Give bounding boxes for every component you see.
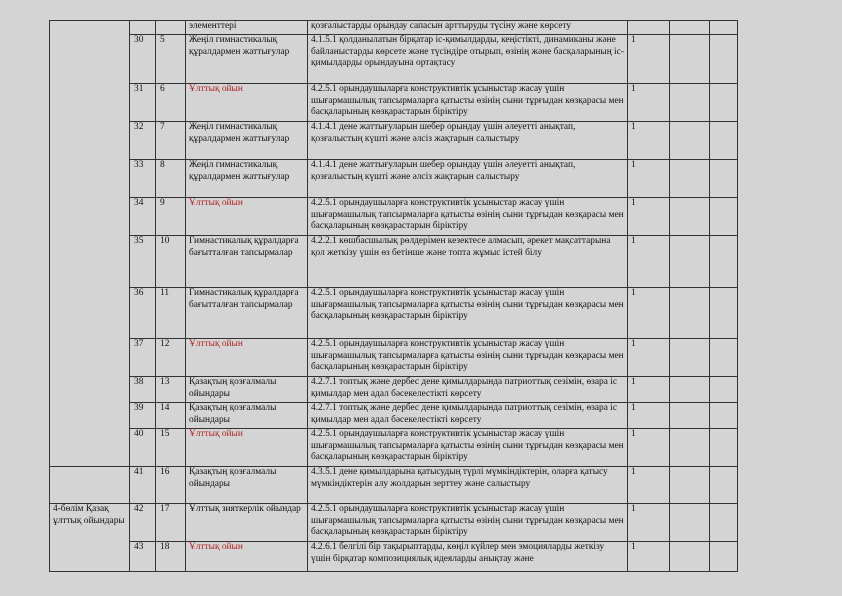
hours-cell: 1 — [628, 288, 670, 339]
hours-cell: 1 — [628, 160, 670, 198]
table-row — [50, 21, 738, 35]
lesson-sub-number: 18 — [156, 542, 186, 572]
hours-cell: 1 — [628, 467, 670, 504]
empty-cell — [670, 288, 710, 339]
lesson-sub-number: 7 — [156, 122, 186, 160]
lesson-topic: Ұлттық ойын — [186, 339, 308, 377]
lesson-topic: Гимнастикалық құралдарға бағытталған тапсырмалар — [186, 288, 308, 339]
lesson-sub-number: 13 — [156, 377, 186, 403]
lesson-topic: Ұлттық ойын — [186, 542, 308, 572]
section-title: 4-бөлім Қазақ ұлттық ойындары — [50, 504, 130, 572]
table-row — [50, 84, 738, 122]
lesson-number: 35 — [130, 236, 156, 288]
learning-goal: 4.2.6.1 белгілі бір тақырыптарды, көңіл күйлер мен эмоцияларды жеткізу үшін бірқатар композициялық идеяларды анықтау және — [308, 542, 628, 572]
lesson-topic: Қазақтың қозғалмалы ойындары — [186, 467, 308, 504]
lesson-sub-number: 16 — [156, 467, 186, 504]
empty-cell — [670, 403, 710, 429]
lesson-number: 38 — [130, 377, 156, 403]
learning-goal: 4.2.2.1 көшбасшылық рөлдерімен кезектесе алмасып, әрекет мақсаттарына қол жеткізу үшін өз бетінше және топта жұмыс істей білу — [308, 236, 628, 288]
table-row — [50, 339, 738, 377]
hours-cell: 1 — [628, 377, 670, 403]
learning-goal: қозғалыстарды орындау сапасын арттыруды түсіну және көрсету — [308, 21, 628, 35]
hours-cell: 1 — [628, 429, 670, 467]
empty-cell — [710, 339, 738, 377]
table-row — [50, 429, 738, 467]
empty-cell — [670, 429, 710, 467]
lesson-number: 33 — [130, 160, 156, 198]
lesson-sub-number: 11 — [156, 288, 186, 339]
empty-cell — [710, 236, 738, 288]
learning-goal: 4.2.7.1 топтық және дербес дене қимылдарында патриоттық сезімін, өзара іс қимылдар мен адал бәсекелестікті көрсету — [308, 377, 628, 403]
learning-goal: 4.2.5.1 орындаушыларға конструктивтік ұсыныстар жасау үшін шығармашылық тапсырмаларға қатысты өзінің сыни тұрғыдан көзқарасы мен басқаларының көзқарастарын біріктіру — [308, 504, 628, 542]
lesson-number: 32 — [130, 122, 156, 160]
lesson-sub-number: 6 — [156, 84, 186, 122]
empty-cell — [670, 84, 710, 122]
table-row — [50, 35, 738, 84]
table-row — [50, 542, 738, 572]
learning-goal: 4.3.5.1 дене қимылдарына қатысудың түрлі мүмкіндіктерін, оларға қатысу мүмкіндіктерін алу жолдарын зерттеу және салыстыру — [308, 467, 628, 504]
table-row — [50, 377, 738, 403]
hours-cell: 1 — [628, 542, 670, 572]
lesson-topic: Жеңіл гимнастикалық құралдармен жаттығулар — [186, 160, 308, 198]
empty-cell — [670, 236, 710, 288]
lesson-topic: Жеңіл гимнастикалық құралдармен жаттығулар — [186, 35, 308, 84]
hours-cell: 1 — [628, 339, 670, 377]
table-row — [50, 236, 738, 288]
lesson-number: 43 — [130, 542, 156, 572]
hours-cell: 1 — [628, 35, 670, 84]
learning-goal: 4.2.5.1 орындаушыларға конструктивтік ұсыныстар жасау үшін шығармашылық тапсырмаларға қатысты өзінің сыни тұрғыдан көзқарасы мен басқаларының көзқарастарын біріктіру — [308, 198, 628, 236]
lesson-sub-number: 9 — [156, 198, 186, 236]
lesson-sub-number: 5 — [156, 35, 186, 84]
hours-cell: 1 — [628, 122, 670, 160]
lesson-topic: Гимнастикалық құралдарға бағытталған тапсырмалар — [186, 236, 308, 288]
hours-cell: 1 — [628, 504, 670, 542]
hours-cell: 1 — [628, 403, 670, 429]
lesson-number: 30 — [130, 35, 156, 84]
lesson-number: 42 — [130, 504, 156, 542]
empty-cell — [670, 35, 710, 84]
lesson-sub-number — [156, 21, 186, 35]
learning-goal: 4.2.5.1 орындаушыларға конструктивтік ұсыныстар жасау үшін шығармашылық тапсырмаларға қатысты өзінің сыни тұрғыдан көзқарасы мен басқаларының көзқарастарын біріктіру — [308, 288, 628, 339]
empty-cell — [710, 467, 738, 504]
lesson-number: 39 — [130, 403, 156, 429]
lesson-sub-number: 15 — [156, 429, 186, 467]
lesson-number: 41 — [130, 467, 156, 504]
lesson-sub-number: 10 — [156, 236, 186, 288]
lesson-topic: Қазақтың қозғалмалы ойындары — [186, 403, 308, 429]
hours-cell: 1 — [628, 84, 670, 122]
table-row — [50, 198, 738, 236]
table-row — [50, 288, 738, 339]
empty-cell — [710, 403, 738, 429]
section-cell — [50, 21, 130, 467]
lesson-sub-number: 17 — [156, 504, 186, 542]
learning-goal: 4.1.4.1 дене жаттығуларын шебер орындау үшін әлеуетті анықтап, қозғалыстың күшті және әлсіз жақтарын салыстыру — [308, 160, 628, 198]
learning-goal: 4.1.5.1 қолданылатын бірқатар іс-қимылдарды, кеңістікті, динамиканы және байланыстарды көрсете және түсіндіре отырып, өзінің және басқаларының іс-қимылдарды орындауына ортақтасу — [308, 35, 628, 84]
section-cell — [50, 467, 130, 504]
empty-cell — [710, 377, 738, 403]
empty-cell — [710, 160, 738, 198]
empty-cell — [670, 198, 710, 236]
empty-cell — [670, 542, 710, 572]
empty-cell — [670, 339, 710, 377]
empty-cell — [710, 122, 738, 160]
hours-cell — [628, 21, 670, 35]
empty-cell — [710, 84, 738, 122]
lesson-topic: Ұлттық ойын — [186, 429, 308, 467]
lesson-sub-number: 12 — [156, 339, 186, 377]
lesson-topic: Ұлттық зияткерлік ойындар — [186, 504, 308, 542]
empty-cell — [670, 467, 710, 504]
learning-goal: 4.2.5.1 орындаушыларға конструктивтік ұсыныстар жасау үшін шығармашылық тапсырмаларға қатысты өзінің сыни тұрғыдан көзқарасы мен басқаларының көзқарастарын біріктіру — [308, 84, 628, 122]
lesson-number: 36 — [130, 288, 156, 339]
table-row — [50, 467, 738, 504]
empty-cell — [710, 21, 738, 35]
empty-cell — [710, 542, 738, 572]
lesson-topic: Жеңіл гимнастикалық құралдармен жаттығулар — [186, 122, 308, 160]
lesson-number: 37 — [130, 339, 156, 377]
lesson-sub-number: 8 — [156, 160, 186, 198]
learning-goal: 4.1.4.1 дене жаттығуларын шебер орындау үшін әлеуетті анықтап, қозғалыстың күшті және әлсіз жақтарын салыстыру — [308, 122, 628, 160]
empty-cell — [670, 377, 710, 403]
table-row — [50, 504, 738, 542]
lesson-number — [130, 21, 156, 35]
empty-cell — [710, 504, 738, 542]
learning-goal: 4.2.7.1 топтық және дербес дене қимылдарында патриоттық сезімін, өзара іс қимылдар мен адал бәсекелестікті көрсету — [308, 403, 628, 429]
table-row — [50, 403, 738, 429]
empty-cell — [710, 35, 738, 84]
table-row — [50, 160, 738, 198]
lesson-number: 31 — [130, 84, 156, 122]
lesson-number: 34 — [130, 198, 156, 236]
curriculum-table — [49, 20, 738, 572]
learning-goal: 4.2.5.1 орындаушыларға конструктивтік ұсыныстар жасау үшін шығармашылық тапсырмаларға қатысты өзінің сыни тұрғыдан көзқарасы мен басқаларының көзқарастарын біріктіру — [308, 429, 628, 467]
empty-cell — [710, 429, 738, 467]
table-row — [50, 122, 738, 160]
hours-cell: 1 — [628, 236, 670, 288]
empty-cell — [710, 288, 738, 339]
lesson-topic: Ұлттық ойын — [186, 84, 308, 122]
empty-cell — [670, 122, 710, 160]
empty-cell — [670, 504, 710, 542]
empty-cell — [670, 21, 710, 35]
lesson-topic: элементтері — [186, 21, 308, 35]
lesson-sub-number: 14 — [156, 403, 186, 429]
hours-cell: 1 — [628, 198, 670, 236]
learning-goal: 4.2.5.1 орындаушыларға конструктивтік ұсыныстар жасау үшін шығармашылық тапсырмаларға қатысты өзінің сыни тұрғыдан көзқарасы мен басқаларының көзқарастарын біріктіру — [308, 339, 628, 377]
lesson-topic: Қазақтың қозғалмалы ойындары — [186, 377, 308, 403]
lesson-number: 40 — [130, 429, 156, 467]
lesson-topic: Ұлттық ойын — [186, 198, 308, 236]
empty-cell — [710, 198, 738, 236]
empty-cell — [670, 160, 710, 198]
